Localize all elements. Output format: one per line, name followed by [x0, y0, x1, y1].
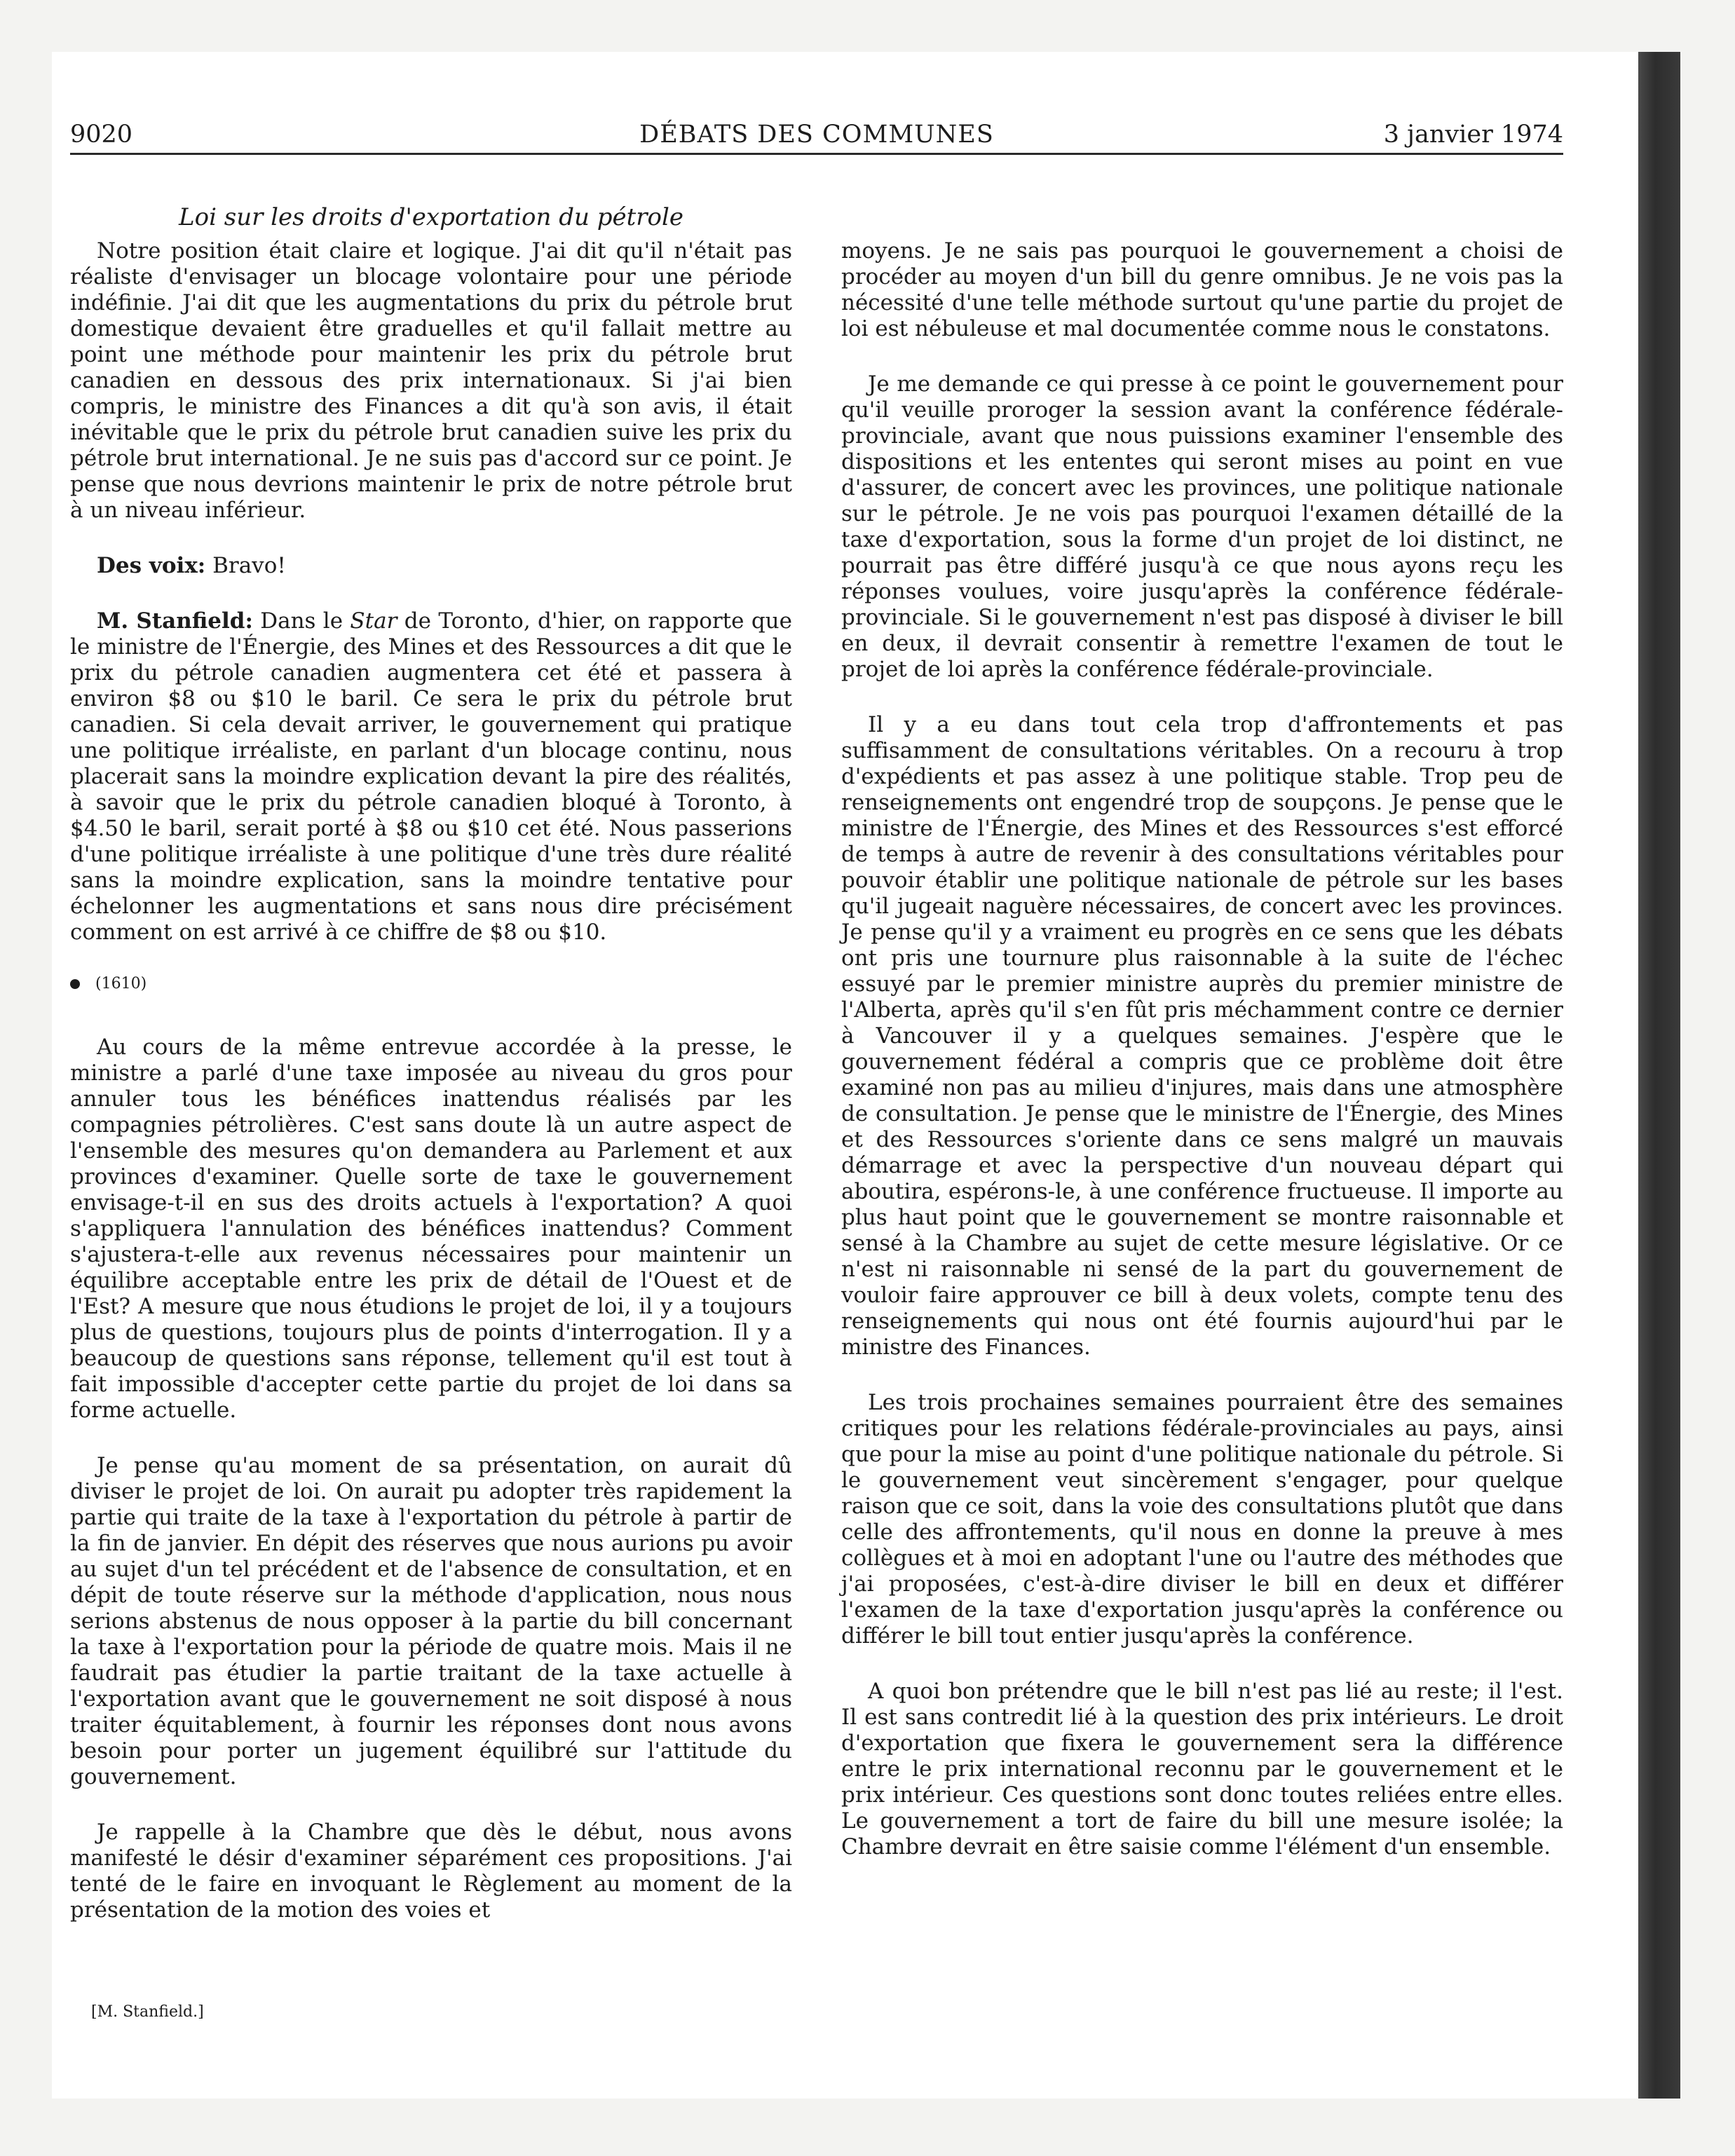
paragraph: Il y a eu dans tout cela trop d'affrontements et pas suffisamment de consultations véritables. On a recouru à trop d'expédients et pas assez à une politique stable. Trop peu de renseignements ont engendré trop de soupçons. Je pense que le ministre de l'Énergie, des Mines et des Ressources s'est efforcé de temps à autre de revenir à des consultations véritables pour pouvoir établir une politique nationale de pétrole sur les bases qu'il jugeait naguère nécessaires, de concert avec les provinces. Je pense qu'il y a vraiment eu progrès en ce sens que les débats ont pris une tournure plus raisonnable à la suite de l'échec essuyé par le premier ministre auprès du premier ministre de l'Alberta, après qu'il s'en fût pris méchamment contre ce dernier à Vancouver il y a quelques semaines. J'espère que le gouvernement fédéral a compris que ce problème doit être examiné non pas au milieu d'injures, mais dans une atmosphère de consultation. Je pense que le ministre de l'Énergie, des Mines et des Ressources s'oriente dans ce sens malgré un mauvais démarrage et avec la perspective d'un nouveau départ qui aboutira, espérons-le, à une conférence fructueuse. Il importe au plus haut point que le gouvernement se montre raisonnable et sensé à la Chambre au sujet de cette mesure législative. Or ce n'est ni raisonnable ni sensé de la part du gouvernement de vouloir faire approuver ce bill à deux volets, compte tenu des renseignements qui nous ont été fournis aujourd'hui par le ministre des Finances. [841, 712, 1563, 1360]
paragraph: moyens. Je ne sais pas pourquoi le gouvernement a choisi de procéder au moyen d'un bill du genre omnibus. Je ne vois pas la nécessité d'une telle méthode surtout qu'une partie du projet de loi est nébuleuse et mal documentée comme nous le constatons. [841, 238, 1563, 341]
paragraph: Je rappelle à la Chambre que dès le début, nous avons manifesté le désir d'examiner séparément ces propositions. J'ai tenté de le faire en invoquant le Règlement au moment de la présentation de la motion des voies et [70, 1820, 792, 1923]
time-stamp-text: (1610) [95, 975, 147, 992]
journal-title: DÉBATS DES COMMUNES [639, 121, 994, 149]
paragraph: Notre position était claire et logique. J'ai dit qu'il n'était pas réaliste d'envisager un blocage volontaire pour une période indéfinie. J'ai dit que les augmentations du prix du pétrole brut domestique devaient être graduelles et qu'il fallait mettre au point une méthode pour maintenir les prix du pétrole brut canadien en dessous des prix internationaux. Si j'ai bien compris, le ministre des Finances a dit qu'à son avis, il était inévitable que le prix du pétrole brut canadien suive les prix du pétrole brut international. Je ne suis pas d'accord sur ce point. Je pense que nous devrions maintenir le prix de notre pétrole brut à un niveau inférieur. [70, 238, 792, 523]
left-column [70, 238, 792, 1953]
paragraph: Les trois prochaines semaines pourraient être des semaines critiques pour les relations fédérale-provinciales au pays, ainsi que pour la mise au point d'une politique nationale du pétrole. Si le gouvernement veut sincèrement s'engager, pour quelque raison que ce soit, dans la voie des consultations plutôt que dans celle des affrontements, qu'il nous en donne la preuve à mes collègues et à moi en adoptant l'une ou l'autre des méthodes que j'ai proposées, c'est-à-dire diviser le bill en deux et différer l'examen de la taxe d'exportation jusqu'après la conférence ou différer le bill tout entier jusqu'après la conférence. [841, 1390, 1563, 1649]
paragraph: Au cours de la même entrevue accordée à la presse, le ministre a parlé d'une taxe imposée au niveau du gros pour annuler tous les bénéfices inattendus réalisés par les compagnies pétrolières. C'est sans doute là un autre aspect de l'ensemble des mesures qu'on demandera au Parlement et aux provinces d'examiner. Quelle sorte de taxe le gouvernement envisage-t-il en sus des droits actuels à l'exportation? A quoi s'appliquera l'annulation des bénéfices inattendus? Comment s'ajustera-t-elle aux revenus nécessaires pour maintenir un équilibre acceptable entre les prix de détail de l'Ouest et de l'Est? A mesure que nous étudions le projet de loi, il y a toujours plus de questions, toujours plus de points d'interrogation. Il y a beaucoup de questions sans réponse, tellement qu'il est tout à fait impossible d'accepter cette partie du projet de loi dans sa forme actuelle. [70, 1035, 792, 1423]
bullet-icon [70, 979, 80, 989]
paragraph [70, 553, 792, 579]
page-number: 9020 [70, 121, 133, 149]
running-head [70, 104, 1563, 155]
paragraph: Je pense qu'au moment de sa présentation, on aurait dû diviser le projet de loi. On aurait pu adopter très rapidement la partie qui traite de la taxe à l'exportation du pétrole à partir de la fin de janvier. En dépit des réserves que nous aurions pu avoir au sujet d'un tel précédent et de l'absence de consultation, et en dépit de toute réserve sur la méthode d'application, nous nous serions abstenus de nous opposer à la partie du bill concernant la taxe à l'exportation pour la période de quatre mois. Mais il ne faudrait pas étudier la partie traitant de la taxe actuelle à l'exportation avant que le gouvernement ne soit disposé à nous traiter équitablement, à fournir les réponses dont nous avons besoin pour porter un jugement équilibré sur l'attitude du gouvernement. [70, 1453, 792, 1789]
time-stamp [70, 975, 792, 992]
speaker-footer: [M. Stanfield.] [91, 2003, 204, 2021]
speech-text: de Toronto, d'hier, on rapporte que le ministre de l'Énergie, des Mines et des Ressources a dit que le prix du pétrole canadien augmentera cet été et passera à environ $8 ou $10 le baril. Ce sera le prix du pétrole brut canadien. Si cela devait arriver, le gouvernement qui pratique une politique irréaliste, en parlant d'un blocage continu, nous placerait sans la moindre explication devant la pire des réalités, à savoir que le prix du pétrole canadien bloqué à Toronto, à $4.50 le baril, serait porté à $8 ou $10 cet été. Nous passerions d'une politique irréaliste à une politique d'une très dure réalité sans la moindre explication, sans la moindre tentative pour échelonner les augmentations et sans nous dire précisément comment on est arrivé à ce chiffre de $8 ou $10. [70, 608, 792, 945]
paragraph [70, 608, 792, 946]
newspaper-name: Star [350, 608, 397, 634]
issue-date: 3 janvier 1974 [1383, 121, 1563, 149]
right-column [841, 238, 1563, 1890]
paragraph: Je me demande ce qui presse à ce point le gouvernement pour qu'il veuille proroger la session avant la conférence fédérale-provinciale, avant que nous puissions examiner l'ensemble des dispositions et les ententes qui seront mises au point en vue d'assurer, de concert avec les provinces, une politique nationale sur le pétrole. Je ne vois pas pourquoi l'examen détaillé de la taxe d'exportation, sous la forme d'un projet de loi distinct, ne pourrait pas être différé jusqu'à ce que nous ayons reçu les réponses voulues, voire jusqu'après la conférence fédérale-provinciale. Si le gouvernement n'est pas disposé à diviser le bill en deux, il devrait consentir à remettre l'examen de tout le projet de loi après la conférence fédérale-provinciale. [841, 371, 1563, 682]
speaker-name: Des voix: [97, 553, 206, 578]
speaker-name: M. Stanfield: [97, 608, 253, 634]
speech-text: Dans le [252, 608, 351, 634]
subject-title: Loi sur les droits d'exportation du pétrole [179, 203, 683, 231]
paragraph: A quoi bon prétendre que le bill n'est pas lié au reste; il l'est. Il est sans contredit lié à la question des prix intérieurs. Le droit d'exportation que fixera le gouvernement sera la différence entre le prix international reconnu par le gouvernement et le prix intérieur. Ces questions sont donc toutes reliées entre elles. Le gouvernement a tort de faire du bill une mesure isolée; la Chambre devrait en être saisie comme l'élément d'un ensemble. [841, 1679, 1563, 1860]
speech-text: Bravo! [205, 553, 286, 578]
binding-edge [1638, 52, 1680, 2099]
